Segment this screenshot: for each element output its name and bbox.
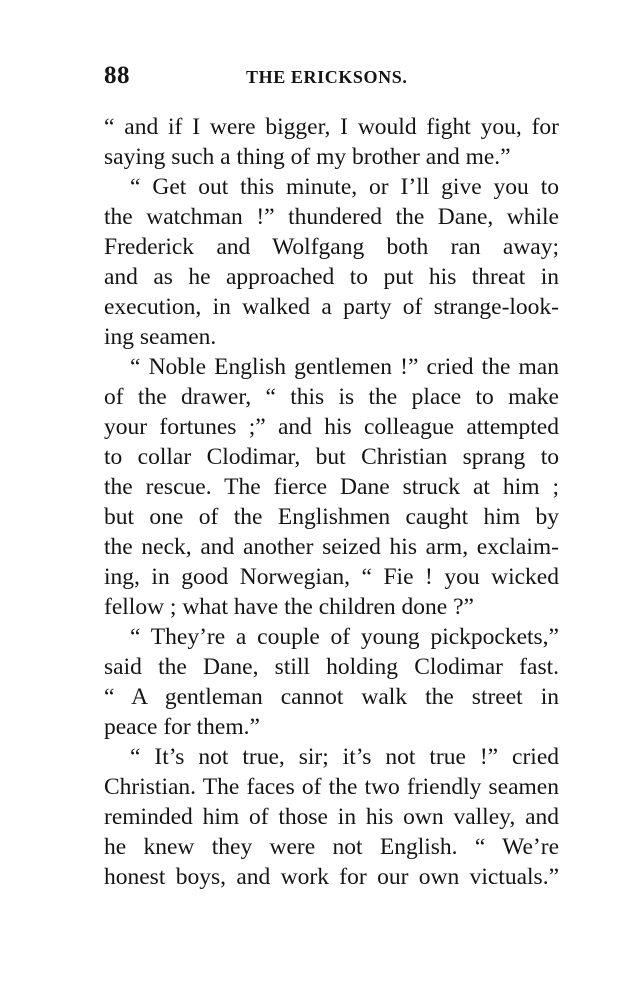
- text-line: “ and if I were bigger, I would fight you, for: [104, 114, 559, 140]
- text-line: but one of the Englishmen caught him by: [104, 504, 559, 530]
- text-line: “ Noble English gentlemen !” cried the man: [130, 354, 559, 380]
- page-number: 88: [104, 62, 130, 89]
- text-line: honest boys, and work for our own victuals.”: [104, 864, 559, 890]
- text-line: peace for them.”: [104, 714, 260, 740]
- running-title: THE ERICKSONS.: [246, 67, 408, 87]
- text-line: ing seamen.: [104, 324, 217, 350]
- text-line: of the drawer, “ this is the place to make: [104, 384, 559, 410]
- text-line: Christian. The faces of the two friendly seamen: [104, 774, 559, 800]
- text-line: said the Dane, still holding Clodimar fast.: [104, 654, 559, 680]
- text-line: “ A gentleman cannot walk the street in: [104, 684, 559, 710]
- body-text: [104, 112, 559, 892]
- text-line: reminded him of those in his own valley, and: [104, 804, 559, 830]
- text-line: ing, in good Norwegian, “ Fie ! you wicked: [104, 564, 559, 590]
- page-header: [104, 62, 564, 92]
- text-line: and as he approached to put his threat in: [104, 264, 559, 290]
- text-line: “ They’re a couple of young pickpockets,”: [130, 624, 559, 650]
- text-line: execution, in walked a party of strange-look-: [104, 294, 559, 320]
- text-line: the rescue. The fierce Dane struck at him ;: [104, 474, 559, 500]
- text-line: he knew they were not English. “ We’re: [104, 834, 559, 860]
- text-line: your fortunes ;” and his colleague attempted: [104, 414, 559, 440]
- text-line: “ Get out this minute, or I’ll give you to: [130, 174, 559, 200]
- text-line: the watchman !” thundered the Dane, while: [104, 204, 559, 230]
- text-line: the neck, and another seized his arm, exclaim-: [104, 534, 559, 560]
- text-line: fellow ; what have the children done ?”: [104, 594, 474, 620]
- text-line: Frederick and Wolfgang both ran away;: [104, 234, 559, 260]
- text-line: “ It’s not true, sir; it’s not true !” cried: [130, 744, 559, 770]
- text-line: to collar Clodimar, but Christian sprang to: [104, 444, 559, 470]
- text-line: saying such a thing of my brother and me.”: [104, 144, 511, 170]
